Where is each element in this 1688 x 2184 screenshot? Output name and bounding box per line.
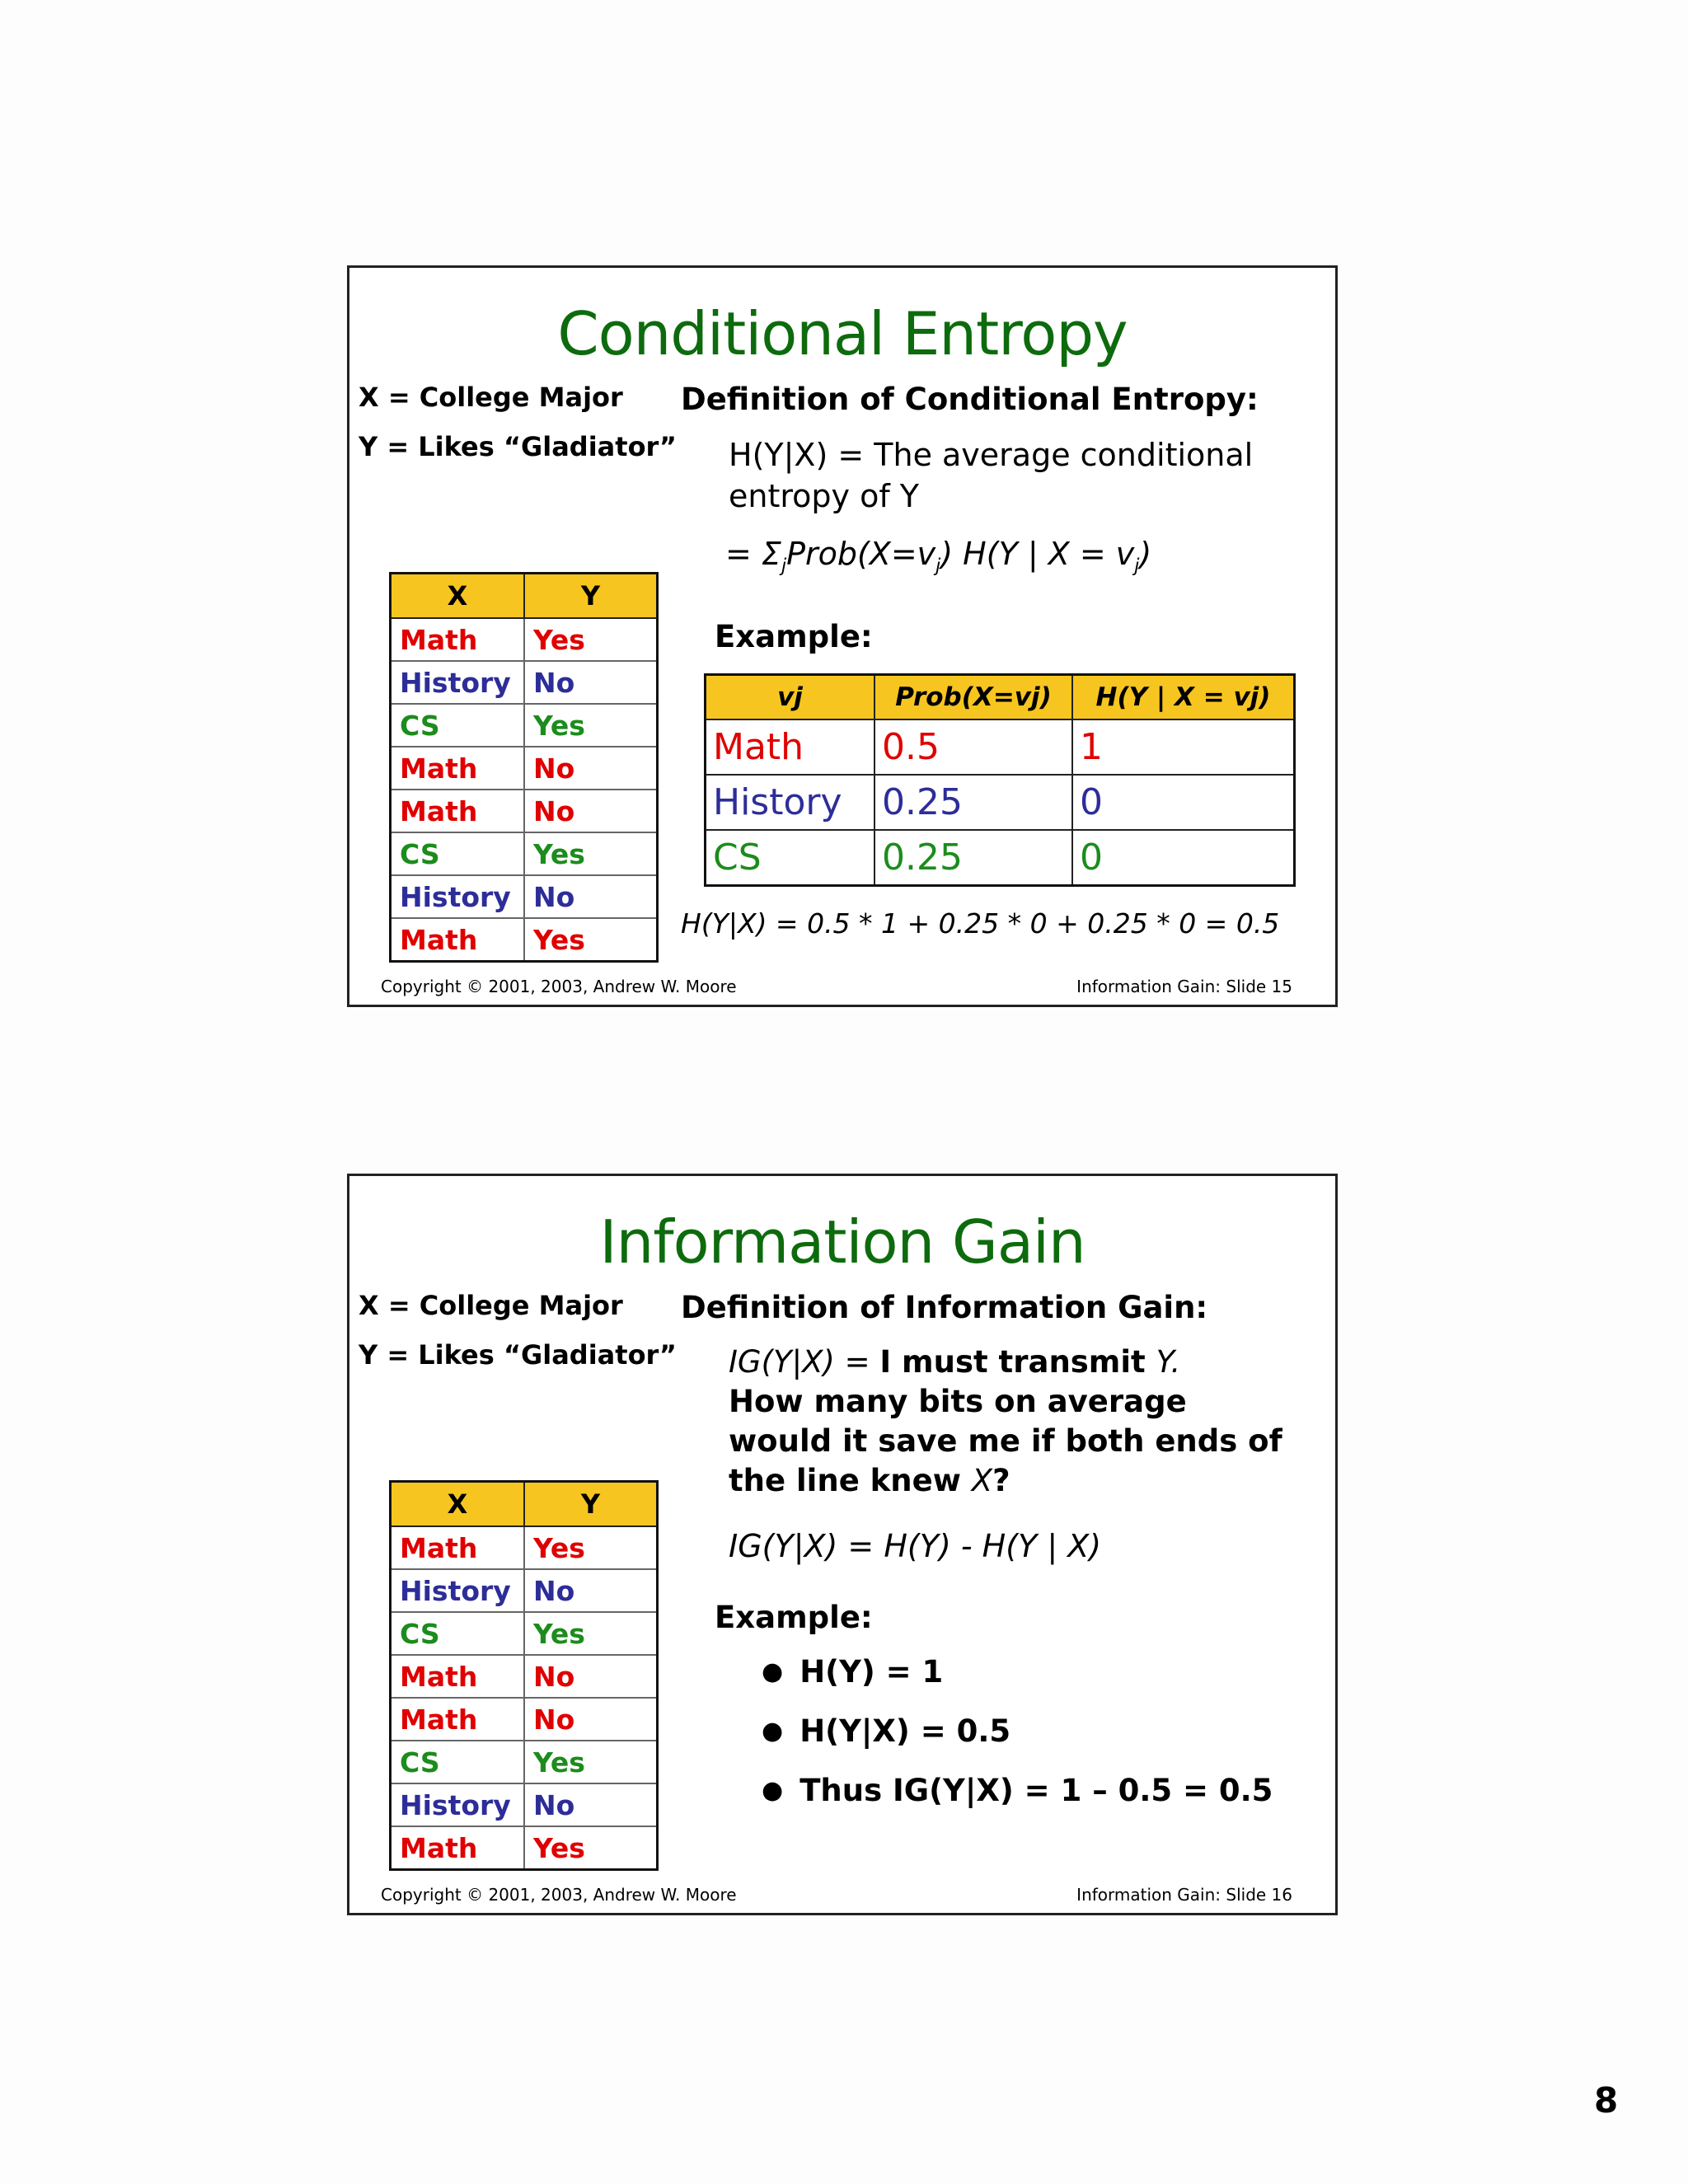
copyright-footer: Copyright © 2001, 2003, Andrew W. Moore: [381, 1885, 737, 1905]
x-definition: X = College Major: [359, 1290, 623, 1321]
table-row: CS 0.25 0: [706, 830, 1295, 886]
table-row: History No: [391, 661, 658, 704]
table-row: Math No: [391, 1698, 658, 1741]
table-row: Math Yes: [391, 1526, 658, 1569]
column-header-y: Y: [524, 1482, 658, 1527]
definition-line: entropy of Y: [729, 478, 920, 514]
bullet-list: [762, 1642, 1273, 1820]
slide-number-footer: Information Gain: Slide 16: [1076, 1885, 1292, 1905]
table-row: CS Yes: [391, 832, 658, 875]
page-number: 8: [1594, 2080, 1619, 2121]
column-header-y: Y: [524, 574, 658, 619]
definition-line: IG(Y|X) = I must transmit Y.: [729, 1344, 1181, 1380]
x-definition: X = College Major: [359, 382, 623, 413]
example-label: Example:: [715, 619, 873, 654]
bullet-icon: ●: [762, 1657, 784, 1686]
slide-title: Information Gain: [599, 1207, 1085, 1277]
definition-line: the line knew X?: [729, 1463, 1010, 1498]
table-row: Math Yes: [391, 1826, 658, 1870]
table-row: History No: [391, 1569, 658, 1612]
table-row: Math No: [391, 790, 658, 832]
ig-formula: IG(Y|X) = H(Y) - H(Y | X): [729, 1528, 1102, 1564]
table-row: CS Yes: [391, 1612, 658, 1655]
list-item: ● H(Y|X) = 0.5: [762, 1713, 1011, 1749]
slide-number-footer: Information Gain: Slide 15: [1076, 977, 1292, 996]
table-row: Math Yes: [391, 918, 658, 962]
example-label: Example:: [715, 1600, 873, 1635]
column-header-v: vj: [706, 675, 875, 720]
table-row: Math 0.5 1: [706, 719, 1295, 775]
table-row: History No: [391, 875, 658, 918]
copyright-footer: Copyright © 2001, 2003, Andrew W. Moore: [381, 977, 737, 996]
column-header-prob: Prob(X=vj): [874, 675, 1072, 720]
slide-conditional-entropy: [347, 265, 1338, 1007]
y-definition: Y = Likes “Gladiator”: [359, 431, 677, 462]
bullet-icon: ●: [762, 1775, 784, 1805]
bullet-icon: ●: [762, 1716, 784, 1746]
definition-line: H(Y|X) = The average conditional: [729, 437, 1254, 473]
list-item: ● H(Y) = 1: [762, 1653, 944, 1690]
slide-information-gain: [347, 1174, 1338, 1915]
column-header-x: X: [391, 1482, 525, 1527]
conditional-entropy-example-table: [704, 673, 1296, 887]
column-header-h: H(Y | X = vj): [1072, 675, 1295, 720]
worked-formula: H(Y|X) = 0.5 * 1 + 0.25 * 0 + 0.25 * 0 = 0.5: [681, 907, 1280, 940]
major-likes-table: [389, 572, 659, 963]
table-row: CS Yes: [391, 1741, 658, 1783]
slide-title: Conditional Entropy: [557, 299, 1128, 368]
definition-formula: = $\Sigma_jProb(X=v_j)$ H(Y | $X = v_j$): [725, 536, 1152, 577]
column-header-x: X: [391, 574, 525, 619]
table-row: History 0.25 0: [706, 775, 1295, 830]
definition-text: [729, 434, 1253, 517]
table-row: Math No: [391, 1655, 658, 1698]
table-row: Math No: [391, 747, 658, 790]
table-row: History No: [391, 1783, 658, 1826]
definition-text: [729, 1343, 1282, 1501]
table-row: Math Yes: [391, 618, 658, 661]
definition-heading: Definition of Conditional Entropy:: [681, 382, 1259, 417]
definition-line: would it save me if both ends of: [729, 1423, 1282, 1459]
list-item: ● Thus IG(Y|X) = 1 – 0.5 = 0.5: [762, 1772, 1273, 1808]
table-row: CS Yes: [391, 704, 658, 747]
definition-line: How many bits on average: [729, 1384, 1187, 1419]
definition-heading: Definition of Information Gain:: [681, 1290, 1208, 1325]
major-likes-table: [389, 1480, 659, 1871]
y-definition: Y = Likes “Gladiator”: [359, 1339, 677, 1371]
